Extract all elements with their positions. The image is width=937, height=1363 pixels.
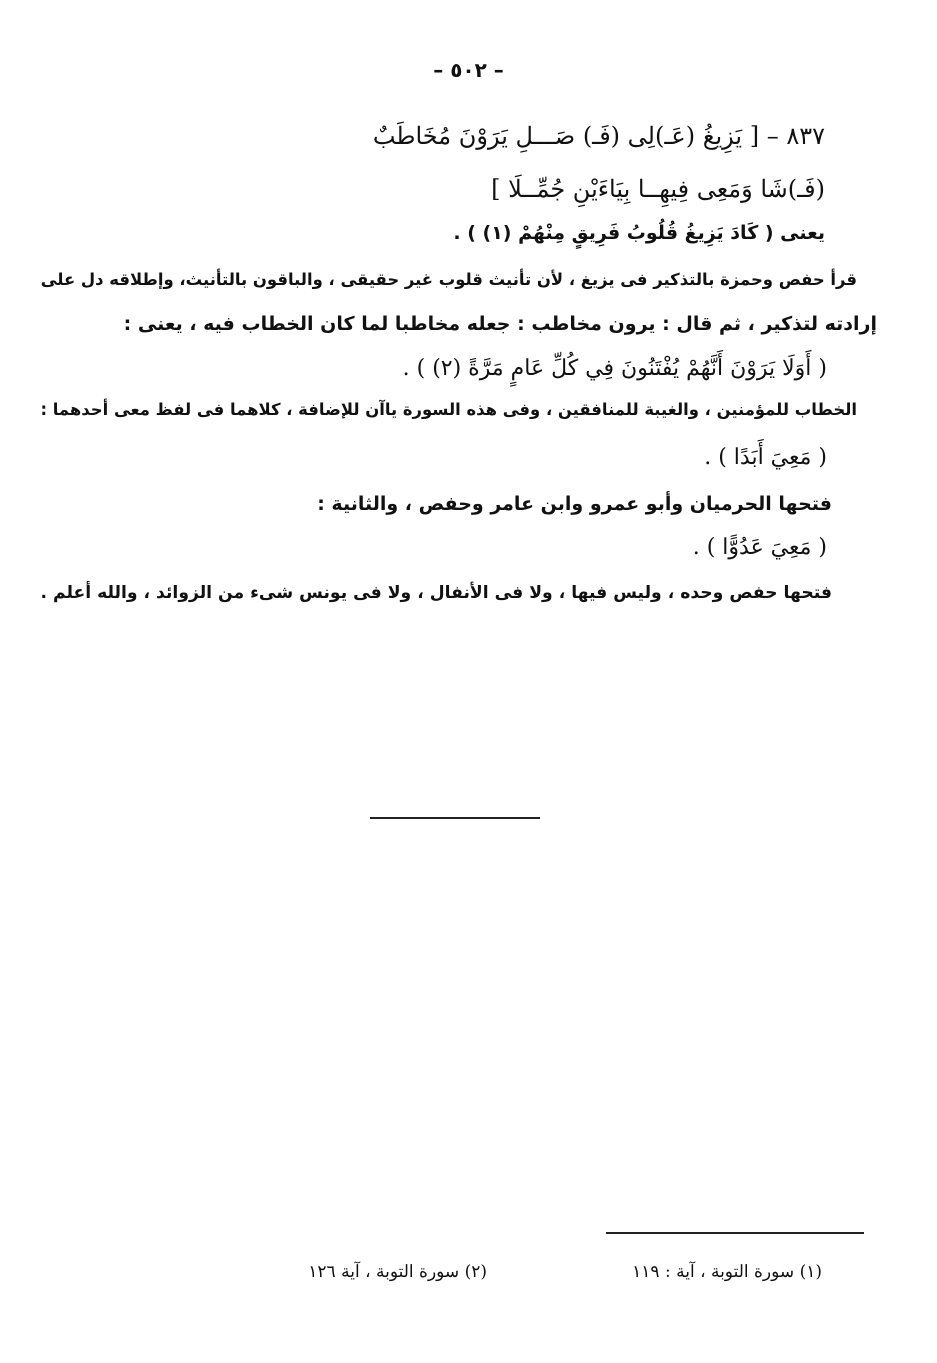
quran-quote-1: ( أَوَلَا يَرَوْنَ أَنَّهُمْ يُفْتَنُونَ فِي كُلِّ عَامٍ مَرَّةً (٢) ) . bbox=[402, 356, 827, 381]
commentary-line-5: الخطاب للمؤمنين ، والغيبة للمنافقين ، وفى هذه السورة ياآن للإضافة ، كلاهما فى لفظ معى أحدهما : bbox=[40, 400, 857, 419]
section-divider bbox=[370, 817, 540, 819]
footnote-1: (١) سورة التوبة ، آية : ١١٩ bbox=[632, 1262, 822, 1282]
verse-line-1: ٨٣٧ – [ يَزِيغُ (عَـ)لِى (فَـ) صَـــلِ يَرَوْنَ مُخَاطَبٌ bbox=[372, 122, 825, 150]
commentary-line-1: يعنى ( كَادَ يَزِيغُ قُلُوبُ فَرِيقٍ مِنْهُمْ (١) ) . bbox=[453, 222, 825, 244]
commentary-line-9: فتحها حفص وحده ، وليس فيها ، ولا فى الأنفال ، ولا فى يونس شىء من الزوائد ، والله أعلم . bbox=[40, 583, 832, 603]
page-number: – ٥٠٢ – bbox=[433, 58, 504, 82]
footnote-2: (٢) سورة التوبة ، آية ١٢٦ bbox=[308, 1262, 487, 1282]
footnote-divider bbox=[606, 1232, 864, 1234]
quran-quote-2: ( مَعِيَ أَبَدًا ) . bbox=[704, 445, 827, 470]
commentary-line-3: إرادته لتذكير ، ثم قال : يرون مخاطب : جعله مخاطبا لما كان الخطاب فيه ، يعنى : bbox=[123, 313, 877, 335]
commentary-line-7: فتحها الحرميان وأبو عمرو وابن عامر وحفص ، والثانية : bbox=[317, 493, 832, 515]
commentary-line-2: قرأ حفص وحمزة بالتذكير فى يزيغ ، لأن تأنيث قلوب غير حقيقى ، والباقون بالتأنيث، وإطلاقه دل على bbox=[40, 270, 857, 289]
verse-line-2: (فَـ)شَا وَمَعِى فِيهِــا بِيَاءَيْنِ جُمِّــلَا ] bbox=[491, 175, 825, 203]
quran-quote-3: ( مَعِيَ عَدُوًّا ) . bbox=[692, 535, 827, 560]
